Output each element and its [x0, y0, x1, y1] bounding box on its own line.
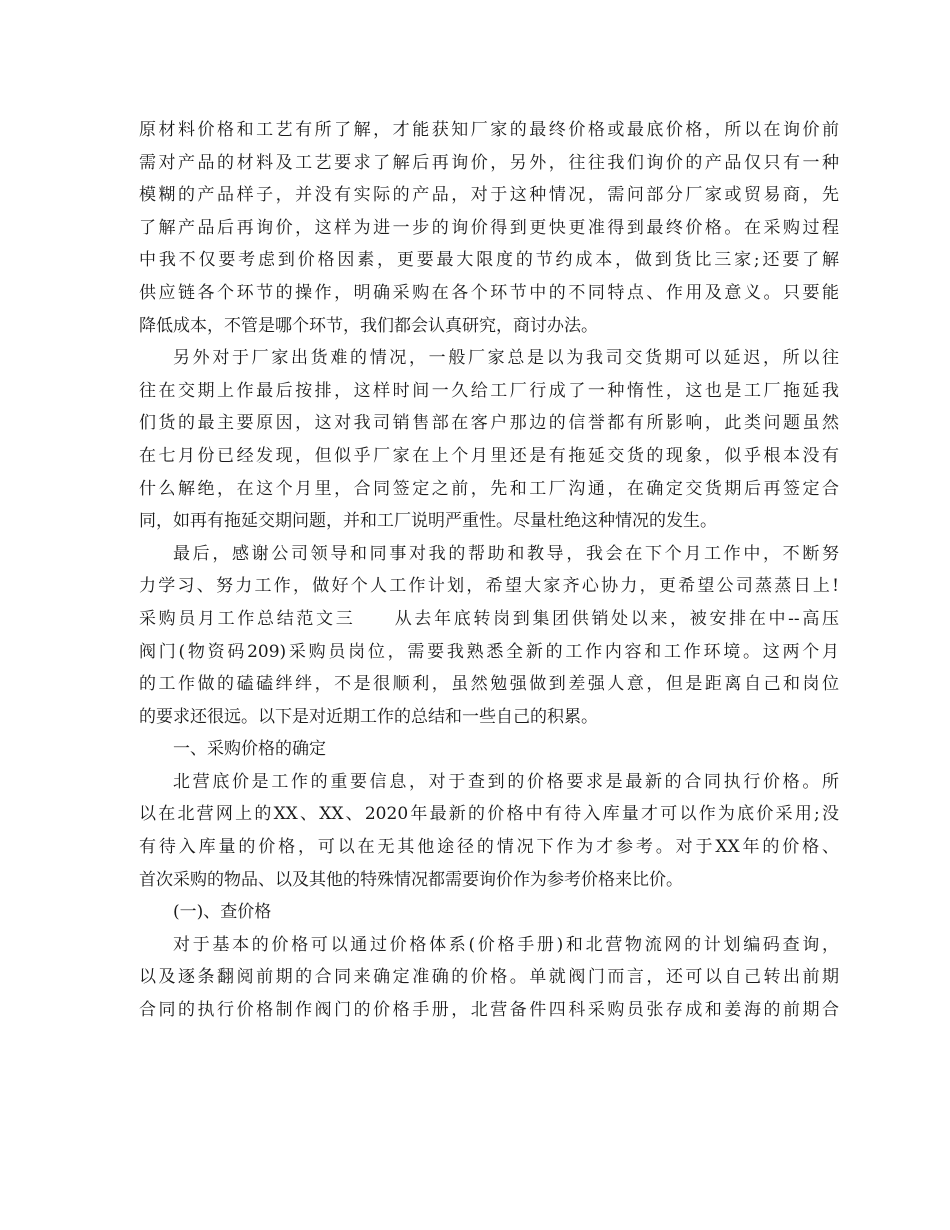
text-line: 的要求还很远。以下是对近期工作的总结和一些自己的积累。 — [139, 706, 598, 727]
text-line: 需对产品的材料及工艺要求了解后再询价，另外，往往我们询价的产品仅只有一种 — [139, 152, 839, 173]
text-line: 对于基本的价格可以通过价格体系(价格手册)和北营物流网的计划编码查询， — [173, 934, 839, 955]
text-line: 以及逐条翻阅前期的合同来确定准确的价格。单就阀门而言，还可以自己转出前期 — [139, 967, 839, 988]
text-line: 采购员月工作总结范文三 从去年底转岗到集团供销处以来，被安排在中--高压 — [139, 608, 839, 629]
text-line: 首次采购的物品、以及其他的特殊情况都需要询价作为参考价格来比价。 — [139, 869, 683, 890]
text-line: 在七月份已经发现，但似乎厂家在上个月里还是有拖延交货的现象，似乎根本没有 — [139, 445, 839, 466]
text-line: 原材料价格和工艺有所了解，才能获知厂家的最终价格或最底价格，所以在询价前 — [139, 120, 839, 140]
text-line: 什么解绝，在这个月里，合同签定之前，先和工厂沟通，在确定交货期后再签定合 — [139, 478, 839, 499]
text-line: 北营底价是工作的重要信息，对于查到的价格要求是最新的合同执行价格。所 — [173, 771, 839, 792]
text-line: 模糊的产品样子，并没有实际的产品，对于这种情况，需问部分厂家或贸易商，先 — [139, 185, 839, 206]
text-line: 有待入库量的价格，可以在无其他途径的情况下作为才参考。对于XX年的价格、 — [139, 837, 839, 858]
text-line: 往在交期上作最后按排，这样时间一久给工厂行成了一种惰性，这也是工厂拖延我 — [139, 380, 839, 401]
text-line: 另外对于厂家出货难的情况，一般厂家总是以为我司交货期可以延迟，所以往 — [173, 348, 839, 369]
text-line: 最后，感谢公司领导和同事对我的帮助和教导，我会在下个月工作中，不断努 — [173, 543, 839, 564]
text-line: 同，如再有拖延交期问题，并和工厂说明严重性。尽量杜绝这种情况的发生。 — [139, 511, 717, 532]
text-line: 合同的执行价格制作阀门的价格手册，北营备件四科采购员张存成和姜海的前期合 — [139, 1000, 839, 1021]
text-line: 供应链各个环节的操作，明确采购在各个环节中的不同特点、作用及意义。只要能 — [139, 282, 839, 303]
text-line: 们货的最主要原因，这对我司销售部在客户那边的信誉都有所影响，此类问题虽然 — [139, 413, 839, 434]
text-line: 以在北营网上的XX、XX、2020年最新的价格中有待入库量才可以作为底价采用;没 — [139, 804, 839, 825]
text-line: (一)、查价格 — [173, 902, 272, 923]
text-line: 力学习、努力工作，做好个人工作计划，希望大家齐心协力，更希望公司蒸蒸日上! — [139, 576, 839, 597]
text-line: 中我不仅要考虑到价格因素，更要最大限度的节约成本，做到货比三家;还要了解 — [139, 250, 839, 271]
text-line: 阀门(物资码209)采购员岗位，需要我熟悉全新的工作内容和工作环境。这两个月 — [139, 641, 839, 662]
text-line: 了解产品后再询价，这样为进一步的询价得到更快更准得到最终价格。在采购过程 — [139, 217, 839, 238]
text-line: 的工作做的磕磕绊绊，不是很顺利，虽然勉强做到差强人意，但是距离自己和岗位 — [139, 674, 839, 695]
text-line: 一、采购价格的确定 — [173, 739, 326, 760]
text-line: 降低成本，不管是哪个环节，我们都会认真研究，商讨办法。 — [139, 315, 598, 336]
document-body — [139, 114, 839, 1027]
